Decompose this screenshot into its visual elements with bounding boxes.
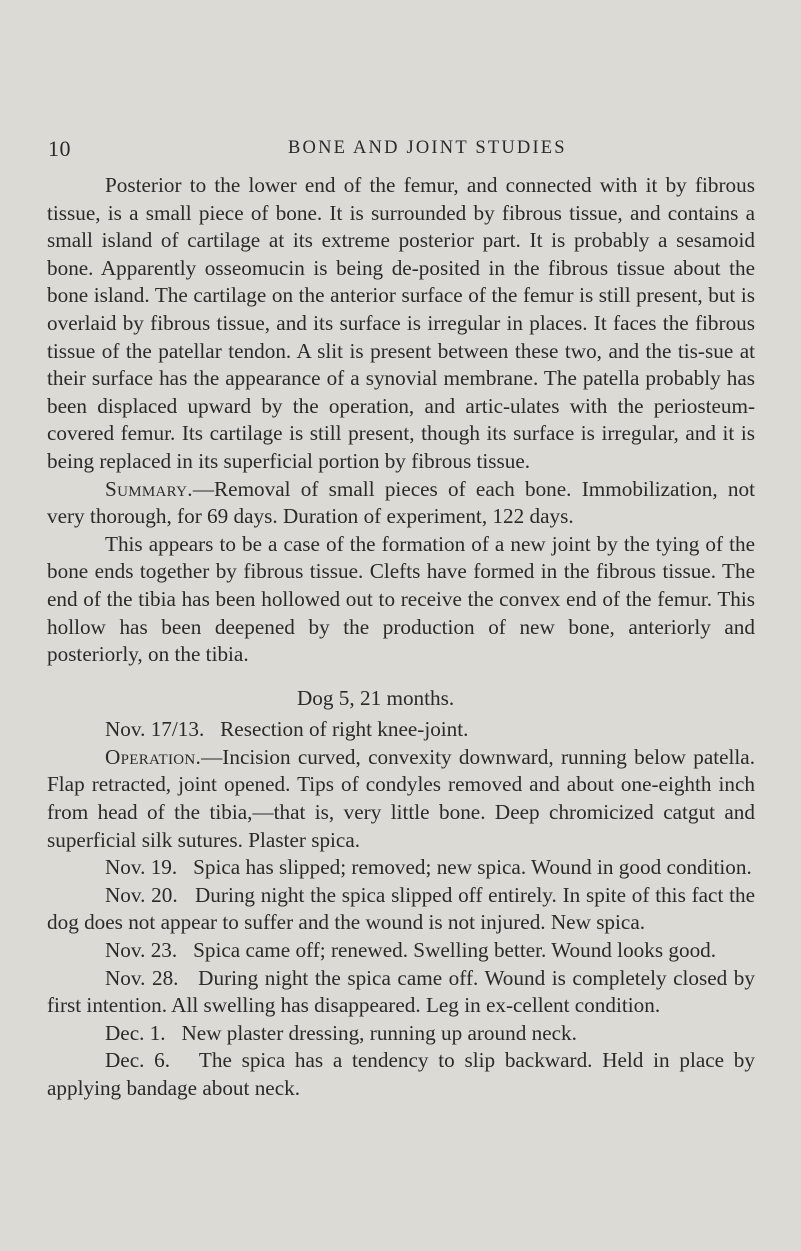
summary-label: Summary. xyxy=(105,476,193,501)
entry-date: Nov. 20. xyxy=(105,882,178,907)
entry-text: Resection of right knee-joint. xyxy=(220,717,469,742)
entry-nov-28 xyxy=(47,965,755,1020)
entry-date: Nov. 28. xyxy=(105,965,179,990)
paragraph-summary xyxy=(47,476,755,531)
entry-nov-19 xyxy=(47,854,755,882)
dog-heading: Dog 5, 21 months. xyxy=(297,685,455,710)
entry-nov-17 xyxy=(47,716,755,744)
summary-text: —Removal of small pieces of each bone. Immobilization, not very thorough, for 69 days. Duration of experiment, 122 days. xyxy=(47,476,755,529)
entry-text: During night the spica slipped off entirely. In spite of this fact the dog does not appear to suffer and the wound is not injured. New spica. xyxy=(47,882,755,935)
entry-dec-6 xyxy=(47,1047,755,1102)
entry-date: Dec. 1. xyxy=(105,1020,166,1045)
body-text xyxy=(47,172,755,1103)
entry-text: New plaster dressing, running up around neck. xyxy=(181,1020,577,1045)
operation-label: Operation. xyxy=(105,744,202,769)
paragraph-conclusion: This appears to be a case of the formation of a new joint by the tying of the bone ends together by fibrous tissue. Clefts have formed in the fibrous tissue. The end of the tibia has been hollowed out to receive the convex end of the femur. This hollow has been deepened by the production of new bone, anteriorly and posteriorly, on the tibia. xyxy=(47,531,755,667)
entry-text: Spica came off; renewed. Swelling better. Wound looks good. xyxy=(193,938,717,963)
entry-date: Dec. 6. xyxy=(105,1048,171,1073)
page-number: 10 xyxy=(48,136,71,161)
entry-dec-1 xyxy=(47,1020,755,1048)
entry-nov-23 xyxy=(47,937,755,965)
entry-text: Spica has slipped; removed; new spica. Wound in good condition. xyxy=(193,855,752,880)
entry-date: Nov. 23. xyxy=(105,938,178,963)
entry-text: During night the spica came off. Wound is completely closed by first intention. All swelling has disappeared. Leg in ex-cellent condition. xyxy=(47,965,755,1018)
entry-text: The spica has a tendency to slip backward. Held in place by applying bandage about neck. xyxy=(47,1048,755,1100)
entry-text: —Incision curved, convexity downward, running below patella. Flap retracted, joint opened. Tips of condyles removed and about one-eighth inch from head of the tibia,—that is, very little bone. Deep chromicized catgut and superficial silk sutures. Plaster spica. xyxy=(47,744,755,852)
entry-date: Nov. 19. xyxy=(105,855,178,880)
entry-date: Nov. 17/13. xyxy=(105,717,205,742)
running-title: BONE AND JOINT STUDIES xyxy=(288,138,567,158)
paragraph-posterior: Posterior to the lower end of the femur, and connected with it by fibrous tissue, is a small piece of bone. It is surrounded by fibrous tissue, and contains a small island of cartilage at its extreme posterior part. It is probably a sesamoid bone. Apparently osseomucin is being de-posited in the fibrous tissue about the bone island. The cartilage on the anterior surface of the femur is still present, but is overlaid by fibrous tissue, and its surface is irregular in places. It faces the fibrous tissue of the patellar tendon. A slit is present between these two, and the tis-sue at their surface has the appearance of a synovial membrane. The patella probably has been displaced upward by the operation, and artic-ulates with the periosteum-covered femur. Its cartilage is still present, though its surface is irregular, and it is being replaced in its superficial portion by fibrous tissue. xyxy=(47,173,755,473)
running-head xyxy=(48,136,755,162)
entry-nov-20 xyxy=(47,882,755,937)
entry-operation xyxy=(47,744,755,854)
